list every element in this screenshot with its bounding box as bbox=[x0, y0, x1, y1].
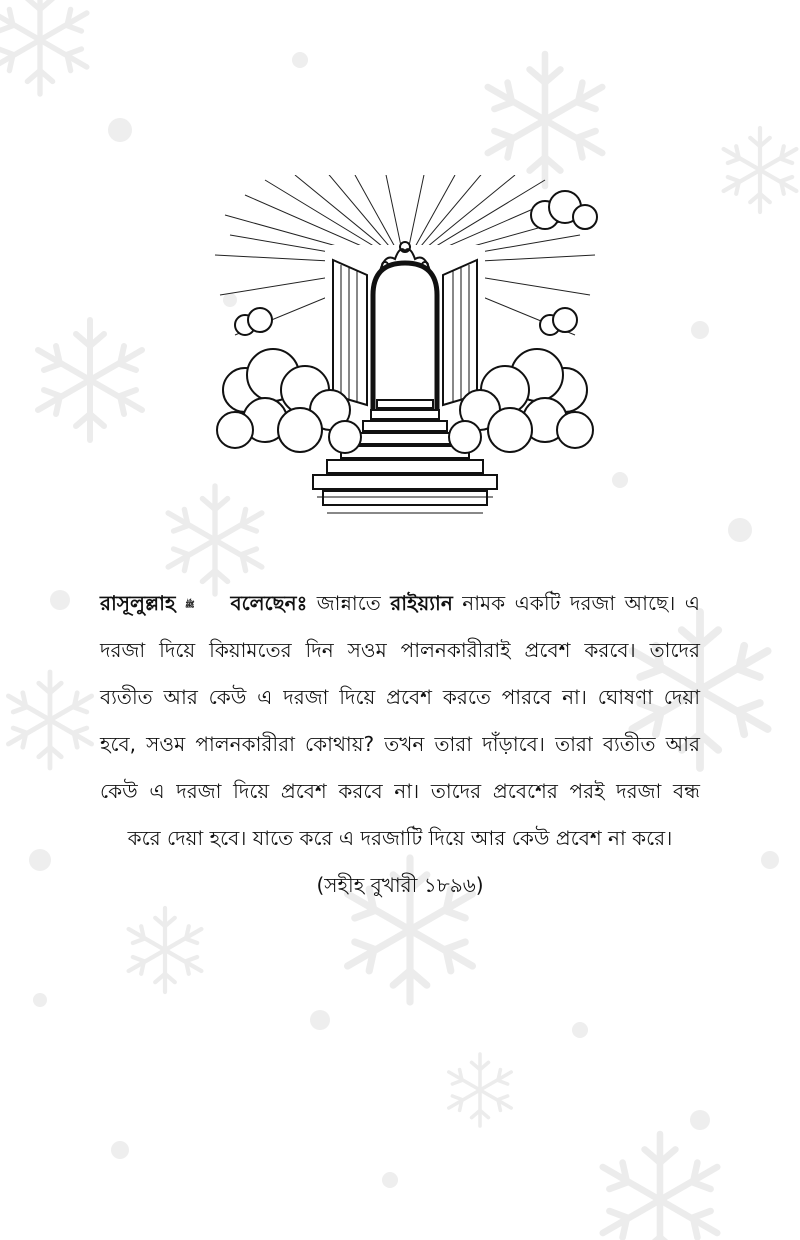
hadith-text bbox=[100, 580, 700, 909]
gate-arch bbox=[373, 263, 437, 410]
snowflake-icon bbox=[724, 128, 797, 212]
hadith-line-1 bbox=[100, 580, 700, 627]
snowflake-icon bbox=[449, 1054, 511, 1126]
hadith-line-5: কেউ এ দরজা দিয়ে প্রবেশ করবে না। তাদের প্রবেশের পরই দরজা বন্ধ bbox=[100, 779, 700, 803]
snowflake-icon bbox=[38, 320, 142, 440]
right-door bbox=[443, 260, 477, 405]
snowflake-icon bbox=[603, 1134, 717, 1240]
speaker-name: রাসূলুল্লাহ bbox=[100, 591, 176, 615]
hadith-line-4: হবে, সওম পালনকারীরা কোথায়? তখন তারা দাঁড়াবে। তারা ব্যতীত আর bbox=[100, 732, 700, 756]
snowflake-icon bbox=[0, 0, 87, 94]
pbuh-calligraphy: ﷺ bbox=[184, 599, 195, 609]
snowflake-icon bbox=[129, 908, 202, 992]
left-door bbox=[333, 260, 367, 405]
text-pre: জান্নাতে bbox=[316, 591, 381, 615]
hadith-line-6: করে দেয়া হবে। যাতে করে এ দরজাটি দিয়ে আর কেউ প্রবেশ না করে। bbox=[127, 826, 673, 850]
text-post: নামক একটি দরজা আছে। এ bbox=[462, 591, 700, 615]
gate-name: রাইয়্যান bbox=[390, 591, 453, 615]
heaven-gate-stairs-clouds-icon bbox=[205, 175, 605, 525]
said-word: বলেছেনঃ bbox=[230, 591, 308, 615]
citation: (সহীহ বুখারী ১৮৯৬) bbox=[316, 873, 484, 897]
snowflake-icon bbox=[488, 54, 602, 186]
hadith-line-3: ব্যতীত আর কেউ এ দরজা দিয়ে প্রবেশ করতে পারবে না। ঘোষণা দেয়া bbox=[100, 685, 700, 709]
hadith-line-2: দরজা দিয়ে কিয়ামতের দিন সওম পালনকারীরাই প্রবেশ করবে। তাদের bbox=[100, 638, 700, 662]
snowflake-icon bbox=[8, 672, 91, 768]
